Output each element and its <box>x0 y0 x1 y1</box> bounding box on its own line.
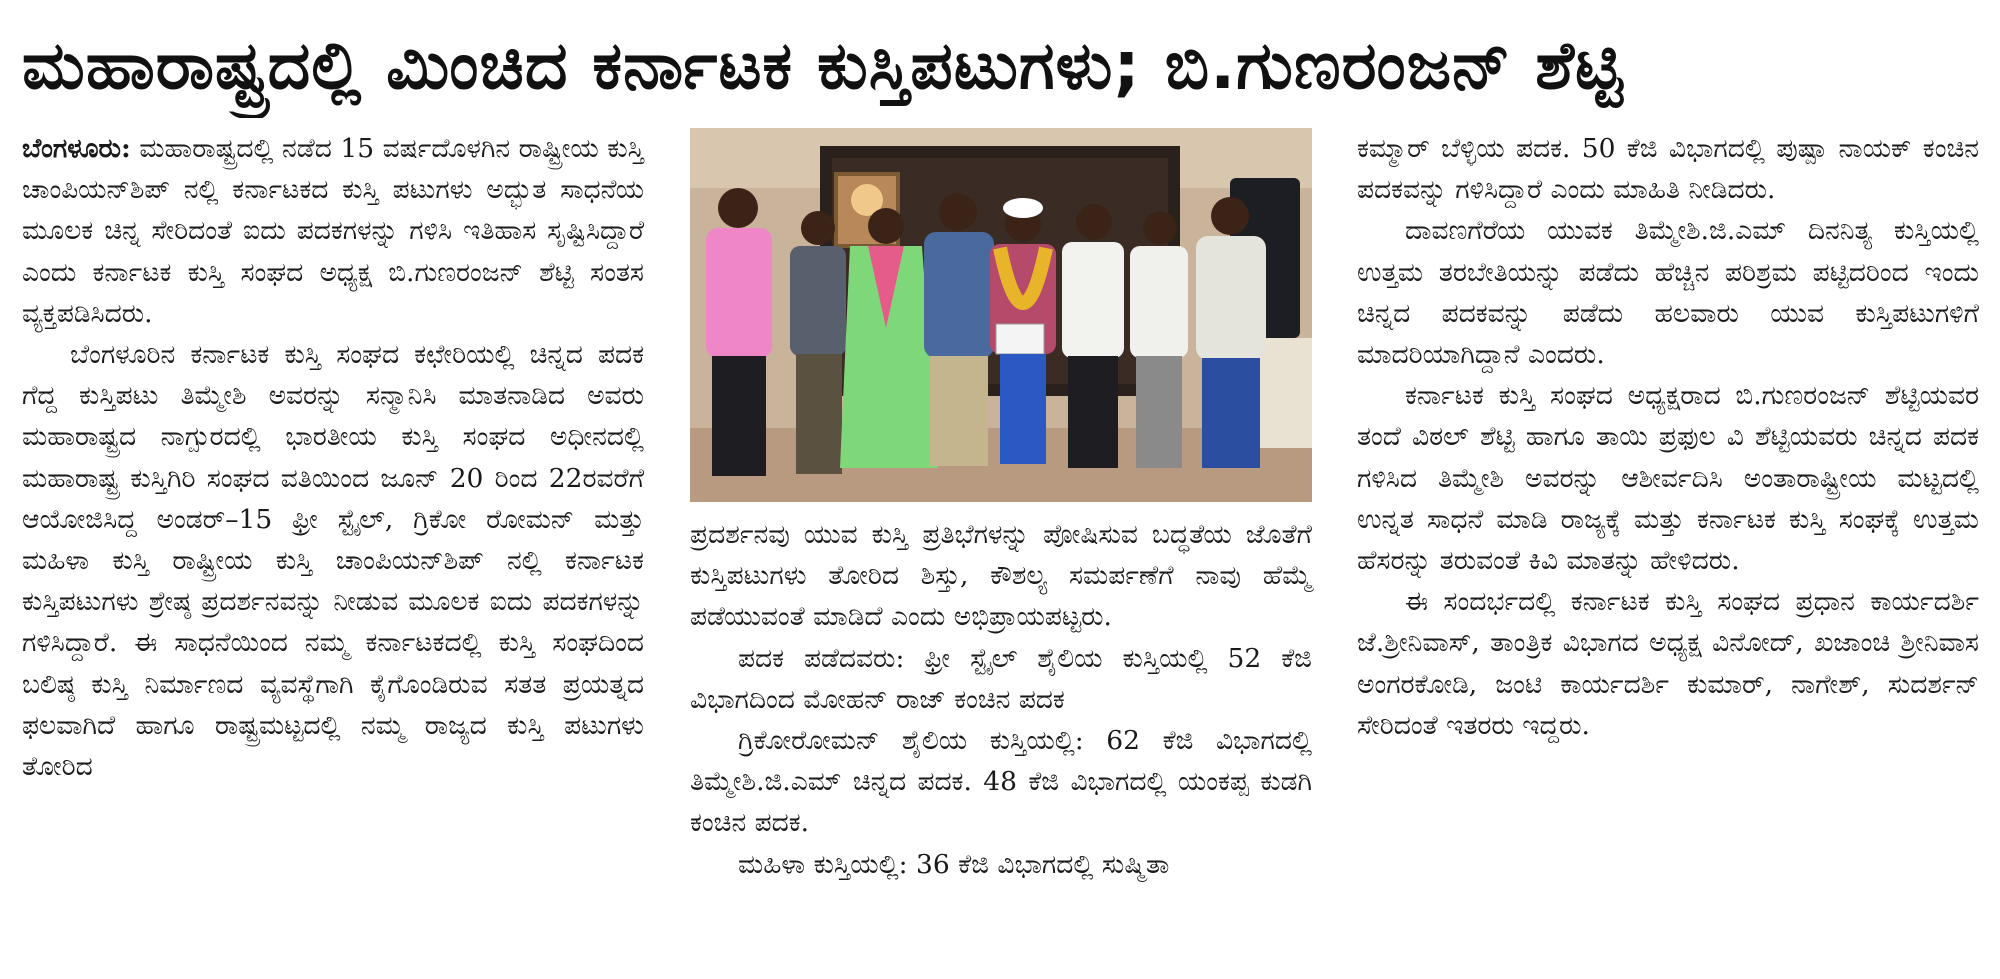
article-paragraph: ಈ ಸಂದರ್ಭದಲ್ಲಿ ಕರ್ನಾಟಕ ಕುಸ್ತಿ ಸಂಘದ ಪ್ರಧಾನ ಕಾರ್ಯದರ್ಶಿ ಜೆ.ಶ್ರೀನಿವಾಸ್, ತಾಂತ್ರಿಕ ವಿಭಾಗದ ಅಧ್ಯಕ್ಷ ವಿನೋದ್, ಖಜಾಂಚಿ ಶ್ರೀನಿವಾಸ ಅಂಗರಕೋಡಿ, ಜಂಟಿ ಕಾರ್ಯದರ್ಶಿ ಕುಮಾರ್, ನಾಗೇಶ್, ಸುದರ್ಶನ್ ಸೇರಿದಂತೆ ಇತರರು ಇದ್ದರು. <box>1357 586 1979 741</box>
paragraph-text: ಮಹಾರಾಷ್ಟ್ರದಲ್ಲಿ ನಡೆದ 15 ವರ್ಷದೊಳಗಿನ ರಾಷ್ಟ್ರೀಯ ಕುಸ್ತಿ ಚಾಂಪಿಯನ್‌ಶಿಪ್ ನಲ್ಲಿ ಕರ್ನಾಟಕದ ಕುಸ್ತಿ ಪಟುಗಳು ಅದ್ಭುತ ಸಾಧನೆಯ ಮೂಲಕ ಚಿನ್ನ ಸೇರಿದಂತೆ ಐದು ಪದಕಗಳನ್ನು ಗಳಿಸಿ ಇತಿಹಾಸ ಸೃಷ್ಟಿಸಿದ್ದಾರೆ ಎಂದು ಕರ್ನಾಟಕ ಕುಸ್ತಿ ಸಂಘದ ಅಧ್ಯಕ್ಷ ಬಿ.ಗುಣರಂಜನ್ ಶೆಟ್ಟಿ ಸಂತಸ ವ್ಯಕ್ತಪಡಿಸಿದರು. <box>22 133 644 329</box>
article-paragraph: ಬೆಂಗಳೂರಿನ ಕರ್ನಾಟಕ ಕುಸ್ತಿ ಸಂಘದ ಕಛೇರಿಯಲ್ಲಿ ಚಿನ್ನದ ಪದಕ ಗೆದ್ದ ಕುಸ್ತಿಪಟು ತಿಮ್ಮೇಶಿ ಅವರನ್ನು ಸನ್ಮಾನಿಸಿ ಮಾತನಾಡಿದ ಅವರು ಮಹಾರಾಷ್ಟ್ರದ ನಾಗ್ಪುರದಲ್ಲಿ ಭಾರತೀಯ ಕುಸ್ತಿ ಸಂಘದ ಅಧೀನದಲ್ಲಿ ಮಹಾರಾಷ್ಟ್ರ ಕುಸ್ತಿಗಿರಿ ಸಂಘದ ವತಿಯಿಂದ ಜೂನ್ 20 ರಿಂದ 22ರವರೆಗೆ ಆಯೋಜಿಸಿದ್ದ ಅಂಡರ್–15 ಫ್ರೀ ಸ್ಟೈಲ್, ಗ್ರಿಕೋ ರೋಮನ್ ಮತ್ತು ಮಹಿಳಾ ಕುಸ್ತಿ ರಾಷ್ಟ್ರೀಯ ಕುಸ್ತಿ ಚಾಂಪಿಯನ್‌ಶಿಪ್ ನಲ್ಲಿ ಕರ್ನಾಟಕ ಕುಸ್ತಿಪಟುಗಳು ಶ್ರೇಷ್ಠ ಪ್ರದರ್ಶನವನ್ನು ನೀಡುವ ಮೂಲಕ ಐದು ಪದಕಗಳನ್ನು ಗಳಿಸಿದ್ದಾರೆ. ಈ ಸಾಧನೆಯಿಂದ ನಮ್ಮ ಕರ್ನಾಟಕದಲ್ಲಿ ಕುಸ್ತಿ ಸಂಘದಿಂದ ಬಲಿಷ್ಠ ಕುಸ್ತಿ ನಿರ್ಮಾಣದ ವ್ಯವಸ್ಥೆಗಾಗಿ ಕೈಗೊಂಡಿರುವ ಸತತ ಪ್ರಯತ್ನದ ಫಲವಾಗಿದೆ ಹಾಗೂ ರಾಷ್ಟ್ರಮಟ್ಟದಲ್ಲಿ ನಮ್ಮ ರಾಜ್ಯದ ಕುಸ್ತಿ ಪಟುಗಳು ತೋರಿದ <box>22 339 644 783</box>
article-column-middle <box>690 514 1312 885</box>
article-paragraph: ಪ್ರದರ್ಶನವು ಯುವ ಕುಸ್ತಿ ಪ್ರತಿಭೆಗಳನ್ನು ಪೋಷಿಸುವ ಬದ್ಧತೆಯ ಜೊತೆಗೆ ಕುಸ್ತಿಪಟುಗಳು ತೋರಿದ ಶಿಸ್ತು, ಕೌಶಲ್ಯ ಸಮರ್ಪಣೆಗೆ ನಾವು ಹೆಮ್ಮೆ ಪಡೆಯುವಂತೆ ಮಾಡಿದೆ ಎಂದು ಅಭಿಪ್ರಾಯಪಟ್ಟರು. <box>690 519 1312 633</box>
article-paragraph <box>22 128 644 334</box>
person-4 <box>924 193 994 466</box>
article-paragraph: ಪದಕ ಪಡೆದವರು: ಫ್ರೀ ಸ್ಟೈಲ್ ಶೈಲಿಯ ಕುಸ್ತಿಯಲ್ಲಿ 52 ಕೆಜಿ ವಿಭಾಗದಿಂದ ಮೋಹನ್ ರಾಜ್ ಕಂಚಿನ ಪದಕ <box>690 642 1312 715</box>
person-6 <box>1062 204 1124 468</box>
article-paragraph: ಕಮ್ಮಾರ್ ಬೆಳ್ಳಿಯ ಪದಕ. 50 ಕೆಜಿ ವಿಭಾಗದಲ್ಲಿ ಪುಷ್ಪಾ ನಾಯಕ್ ಕಂಚಿನ ಪದಕವನ್ನು ಗಳಿಸಿದ್ದಾರೆ ಎಂದು ಮಾಹಿತಿ ನೀಡಿದರು. <box>1357 133 1979 206</box>
person-1 <box>706 188 772 476</box>
headline: ಮಹಾರಾಷ್ಟ್ರದಲ್ಲಿ ಮಿಂಚಿದ ಕರ್ನಾಟಕ ಕುಸ್ತಿಪಟುಗಳು; ಬಿ.ಗುಣರಂಜನ್ ಶೆಟ್ಟಿ <box>22 27 1624 104</box>
person-2 <box>790 211 846 474</box>
news-photo <box>690 128 1312 502</box>
group-photo-icon <box>690 128 1312 502</box>
person-7 <box>1130 211 1188 468</box>
article-column-left <box>22 128 644 787</box>
article-paragraph: ಮಹಿಳಾ ಕುಸ್ತಿಯಲ್ಲಿ: 36 ಕೆಜಿ ವಿಭಾಗದಲ್ಲಿ ಸುಷ್ಮಿತಾ <box>738 848 1170 880</box>
article-paragraph: ದಾವಣಗೆರೆಯ ಯುವಕ ತಿಮ್ಮೇಶಿ.ಜಿ.ಎಮ್ ದಿನನಿತ್ಯ ಕುಸ್ತಿಯಲ್ಲಿ ಉತ್ತಮ ತರಬೇತಿಯನ್ನು ಪಡೆದು ಹೆಚ್ಚಿನ ಪರಿಶ್ರಮ ಪಟ್ಟಿದರಿಂದ ಇಂದು ಚಿನ್ನದ ಪದಕವನ್ನು ಪಡೆದು ಹಲವಾರು ಯುವ ಕುಸ್ತಿಪಟುಗಳಿಗೆ ಮಾದರಿಯಾಗಿದ್ದಾನೆ ಎಂದರು. <box>1357 215 1979 371</box>
person-8 <box>1196 197 1266 468</box>
article-paragraph: ಕರ್ನಾಟಕ ಕುಸ್ತಿ ಸಂಘದ ಅಧ್ಯಕ್ಷರಾದ ಬಿ.ಗುಣರಂಜನ್ ಶೆಟ್ಟಿಯವರ ತಂದೆ ವಿಠಲ್ ಶೆಟ್ಟಿ ಹಾಗೂ ತಾಯಿ ಪ್ರಫುಲ ವಿ ಶೆಟ್ಟಿಯವರು ಚಿನ್ನದ ಪದಕ ಗಳಿಸಿದ ತಿಮ್ಮೇಶಿ ಅವರನ್ನು ಆಶೀರ್ವದಿಸಿ ಅಂತಾರಾಷ್ಟ್ರೀಯ ಮಟ್ಟದಲ್ಲಿ ಉನ್ನತ ಸಾಧನೆ ಮಾಡಿ ರಾಜ್ಯಕ್ಕೆ ಮತ್ತು ಕರ್ನಾಟಕ ಕುಸ್ತಿ ಸಂಘಕ್ಕೆ ಉತ್ತಮ ಹೆಸರನ್ನು ತರುವಂತೆ ಕಿವಿ ಮಾತನ್ನು ಹೇಳಿದರು. <box>1357 380 1979 577</box>
article-paragraph: ಗ್ರಿಕೋರೋಮನ್ ಶೈಲಿಯ ಕುಸ್ತಿಯಲ್ಲಿ: 62 ಕೆಜಿ ವಿಭಾಗದಲ್ಲಿ ತಿಮ್ಮೇಶಿ.ಜಿ.ಎಮ್ ಚಿನ್ನದ ಪದಕ. 48 ಕೆಜಿ ವಿಭಾಗದಲ್ಲಿ ಯಂಕಪ್ಪ ಕುಡಗಿ ಕಂಚಿನ ಪದಕ. <box>690 725 1312 839</box>
dateline: ಬೆಂಗಳೂರು: <box>22 133 131 164</box>
article-column-right <box>1357 128 1979 746</box>
